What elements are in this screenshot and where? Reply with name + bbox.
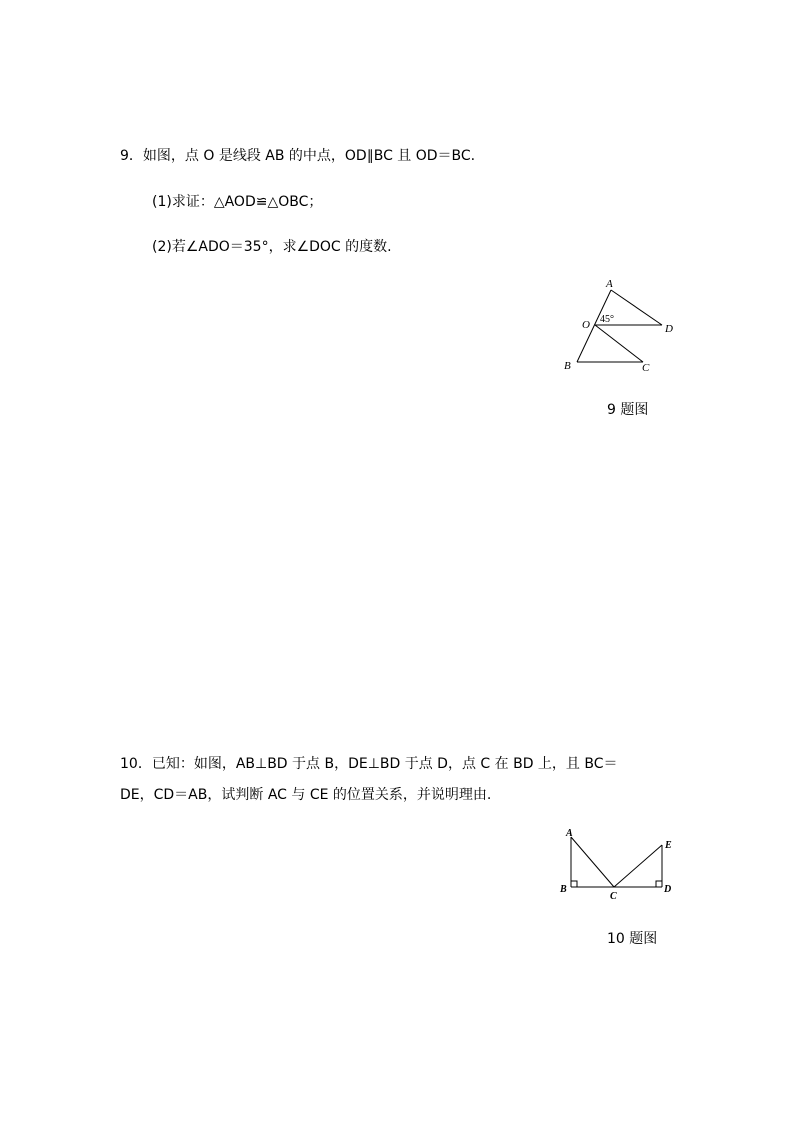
point-label-A: A [566, 828, 573, 839]
angle-label: 45° [600, 314, 614, 325]
q9-part2: (2)若∠ADO＝35°，求∠DOC 的度数. [152, 239, 392, 255]
point-label-C: C [610, 891, 617, 902]
point-label-B: B [564, 360, 571, 372]
q9-part1: (1)求证：△AOD≌△OBC； [152, 194, 323, 210]
point-label-D: D [665, 323, 673, 335]
point-label-A: A [606, 278, 613, 290]
point-label-C: C [642, 362, 650, 374]
right-angle-mark-B [571, 881, 577, 887]
point-label-E: E [665, 840, 672, 851]
segment-AD [611, 290, 662, 325]
q9-figure-caption: 9 题图 [607, 402, 649, 418]
q10-figure-caption: 10 题图 [607, 931, 658, 947]
q9-figure [555, 275, 685, 380]
q10-figure [555, 825, 685, 905]
segment-CE [614, 845, 662, 887]
point-label-O: O [582, 319, 590, 331]
q10-stem-line1: 10．已知：如图，AB⊥BD 于点 B，DE⊥BD 于点 D，点 C 在 BD 上，且 BC＝ [120, 756, 618, 772]
q10-stem-line2: DE，CD＝AB，试判断 AC 与 CE 的位置关系，并说明理由. [120, 787, 492, 803]
q9-stem: 9．如图，点 O 是线段 AB 的中点，OD∥BC 且 OD＝BC. [120, 148, 476, 164]
point-label-D: D [664, 884, 672, 895]
right-angle-mark-D [656, 881, 662, 887]
segment-OC [595, 325, 643, 362]
point-label-B: B [560, 884, 567, 895]
segment-AC [571, 837, 614, 887]
